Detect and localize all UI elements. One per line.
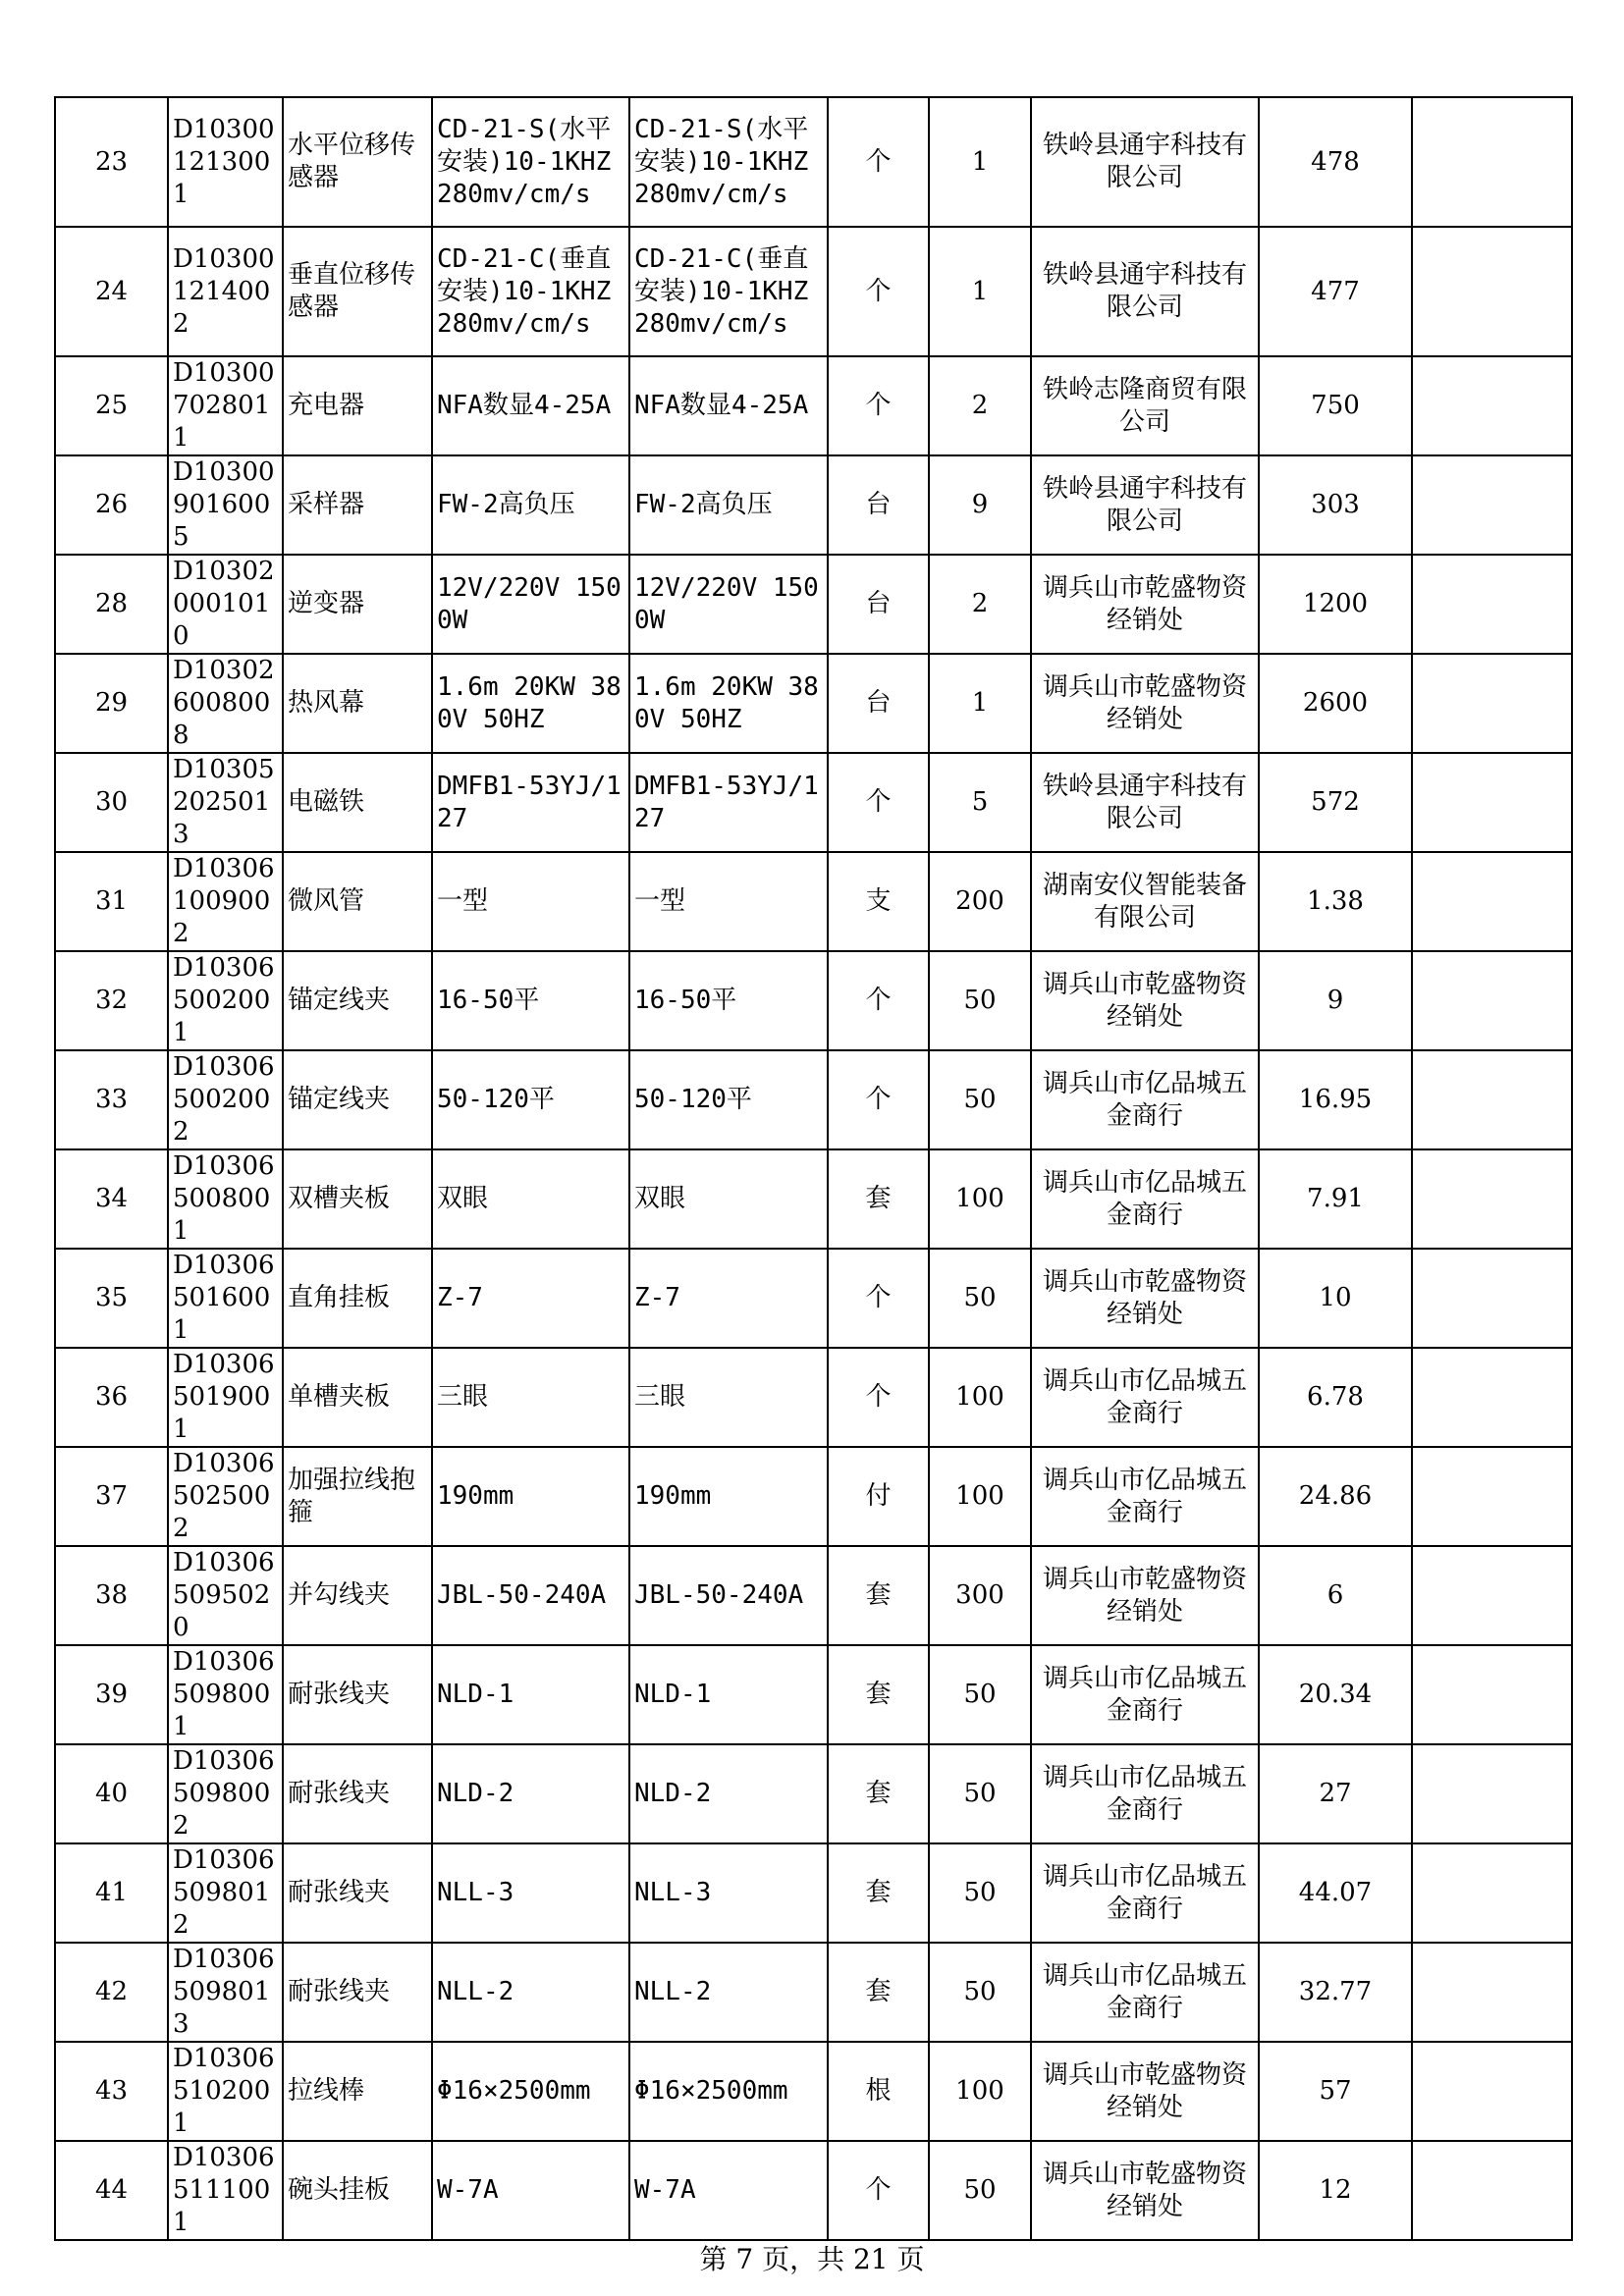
table-row <box>55 227 1572 356</box>
table-row <box>55 1645 1572 1744</box>
table-row <box>55 1744 1572 1843</box>
quantity-cell: 1 <box>929 227 1031 356</box>
table-row <box>55 1348 1572 1447</box>
table-row <box>55 2042 1572 2141</box>
supplier-cell: 调兵山市乾盛物资经销处 <box>1031 1249 1259 1348</box>
unit-cell: 根 <box>828 2042 929 2141</box>
model-cell: 1.6m 20KW 380V 50HZ <box>629 654 828 753</box>
supplier-cell: 调兵山市乾盛物资经销处 <box>1031 1546 1259 1645</box>
table-row <box>55 654 1572 753</box>
remark-cell <box>1412 1249 1572 1348</box>
model-cell: NLL-2 <box>629 1943 828 2042</box>
quantity-cell: 50 <box>929 1943 1031 2042</box>
table-row <box>55 1943 1572 2042</box>
material-name-cell: 电磁铁 <box>283 753 432 852</box>
quantity-cell: 50 <box>929 951 1031 1050</box>
model-cell: CD-21-S(水平安装)10-1KHZ280mv/cm/s <box>629 97 828 227</box>
table-row <box>55 951 1572 1050</box>
table-row <box>55 1249 1572 1348</box>
material-code-cell: D103065111001 <box>168 2141 283 2240</box>
quantity-cell: 1 <box>929 97 1031 227</box>
table-row <box>55 1050 1572 1149</box>
specification-cell: FW-2高负压 <box>432 455 629 555</box>
remark-cell <box>1412 1050 1572 1149</box>
material-code-cell: D103065102001 <box>168 2042 283 2141</box>
materials-table <box>54 96 1573 2241</box>
specification-cell: JBL-50-240A <box>432 1546 629 1645</box>
model-cell: NLD-2 <box>629 1744 828 1843</box>
specification-cell: NLL-2 <box>432 1943 629 2042</box>
remark-cell <box>1412 1645 1572 1744</box>
supplier-cell: 调兵山市亿品城五金商行 <box>1031 1447 1259 1546</box>
quantity-cell: 9 <box>929 455 1031 555</box>
material-code-cell: D103009016005 <box>168 455 283 555</box>
specification-cell: W-7A <box>432 2141 629 2240</box>
unit-price-cell: 478 <box>1259 97 1412 227</box>
model-cell: NLL-3 <box>629 1843 828 1943</box>
unit-cell: 台 <box>828 654 929 753</box>
row-number-cell: 32 <box>55 951 168 1050</box>
table-row <box>55 753 1572 852</box>
material-code-cell: D103065002002 <box>168 1050 283 1149</box>
model-cell: Z-7 <box>629 1249 828 1348</box>
unit-price-cell: 6 <box>1259 1546 1412 1645</box>
supplier-cell: 调兵山市乾盛物资经销处 <box>1031 951 1259 1050</box>
specification-cell: 50-120平 <box>432 1050 629 1149</box>
supplier-cell: 调兵山市乾盛物资经销处 <box>1031 2141 1259 2240</box>
quantity-cell: 100 <box>929 1149 1031 1249</box>
model-cell: W-7A <box>629 2141 828 2240</box>
unit-cell: 个 <box>828 97 929 227</box>
specification-cell: 一型 <box>432 852 629 951</box>
row-number-cell: 43 <box>55 2042 168 2141</box>
table-row <box>55 555 1572 654</box>
supplier-cell: 调兵山市亿品城五金商行 <box>1031 1050 1259 1149</box>
row-number-cell: 34 <box>55 1149 168 1249</box>
material-code-cell: D103065025002 <box>168 1447 283 1546</box>
remark-cell <box>1412 2141 1572 2240</box>
unit-cell: 个 <box>828 356 929 455</box>
unit-price-cell: 7.91 <box>1259 1149 1412 1249</box>
model-cell: Φ16×2500mm <box>629 2042 828 2141</box>
page-footer: 第 7 页，共 21 页 <box>699 2243 925 2275</box>
quantity-cell: 50 <box>929 1744 1031 1843</box>
quantity-cell: 200 <box>929 852 1031 951</box>
supplier-cell: 调兵山市亿品城五金商行 <box>1031 1348 1259 1447</box>
unit-price-cell: 32.77 <box>1259 1943 1412 2042</box>
specification-cell: NLD-1 <box>432 1645 629 1744</box>
material-name-cell: 加强拉线抱箍 <box>283 1447 432 1546</box>
table-row <box>55 852 1572 951</box>
unit-cell: 个 <box>828 1249 929 1348</box>
material-name-cell: 耐张线夹 <box>283 1843 432 1943</box>
material-name-cell: 并勾线夹 <box>283 1546 432 1645</box>
row-number-cell: 38 <box>55 1546 168 1645</box>
unit-price-cell: 1200 <box>1259 555 1412 654</box>
supplier-cell: 铁岭县通宇科技有限公司 <box>1031 227 1259 356</box>
supplier-cell: 铁岭县通宇科技有限公司 <box>1031 455 1259 555</box>
supplier-cell: 湖南安仪智能装备有限公司 <box>1031 852 1259 951</box>
material-code-cell: D103065098002 <box>168 1744 283 1843</box>
quantity-cell: 50 <box>929 1645 1031 1744</box>
specification-cell: NLL-3 <box>432 1843 629 1943</box>
supplier-cell: 调兵山市亿品城五金商行 <box>1031 1149 1259 1249</box>
table-row <box>55 1447 1572 1546</box>
supplier-cell: 调兵山市亿品城五金商行 <box>1031 1744 1259 1843</box>
material-name-cell: 充电器 <box>283 356 432 455</box>
material-name-cell: 拉线棒 <box>283 2042 432 2141</box>
unit-price-cell: 2600 <box>1259 654 1412 753</box>
material-name-cell: 耐张线夹 <box>283 1645 432 1744</box>
specification-cell: NLD-2 <box>432 1744 629 1843</box>
quantity-cell: 100 <box>929 1447 1031 1546</box>
quantity-cell: 100 <box>929 2042 1031 2141</box>
row-number-cell: 33 <box>55 1050 168 1149</box>
row-number-cell: 31 <box>55 852 168 951</box>
unit-cell: 台 <box>828 555 929 654</box>
unit-price-cell: 44.07 <box>1259 1843 1412 1943</box>
table-row <box>55 2141 1572 2240</box>
unit-price-cell: 20.34 <box>1259 1645 1412 1744</box>
material-code-cell: D103065019001 <box>168 1348 283 1447</box>
row-number-cell: 40 <box>55 1744 168 1843</box>
unit-cell: 套 <box>828 1546 929 1645</box>
quantity-cell: 50 <box>929 1050 1031 1149</box>
table-row <box>55 1546 1572 1645</box>
quantity-cell: 50 <box>929 1249 1031 1348</box>
model-cell: FW-2高负压 <box>629 455 828 555</box>
unit-cell: 套 <box>828 1843 929 1943</box>
specification-cell: Φ16×2500mm <box>432 2042 629 2141</box>
unit-cell: 个 <box>828 227 929 356</box>
row-number-cell: 28 <box>55 555 168 654</box>
material-code-cell: D103065098001 <box>168 1645 283 1744</box>
remark-cell <box>1412 455 1572 555</box>
material-name-cell: 采样器 <box>283 455 432 555</box>
model-cell: DMFB1-53YJ/127 <box>629 753 828 852</box>
table-row <box>55 1843 1572 1943</box>
material-code-cell: D103065016001 <box>168 1249 283 1348</box>
table-row <box>55 356 1572 455</box>
row-number-cell: 30 <box>55 753 168 852</box>
material-name-cell: 热风幕 <box>283 654 432 753</box>
material-name-cell: 直角挂板 <box>283 1249 432 1348</box>
row-number-cell: 41 <box>55 1843 168 1943</box>
unit-price-cell: 303 <box>1259 455 1412 555</box>
remark-cell <box>1412 951 1572 1050</box>
table-body <box>55 97 1572 2240</box>
quantity-cell: 100 <box>929 1348 1031 1447</box>
unit-cell: 支 <box>828 852 929 951</box>
unit-cell: 个 <box>828 1348 929 1447</box>
model-cell: NLD-1 <box>629 1645 828 1744</box>
specification-cell: CD-21-S(水平安装)10-1KHZ280mv/cm/s <box>432 97 629 227</box>
quantity-cell: 2 <box>929 555 1031 654</box>
model-cell: 双眼 <box>629 1149 828 1249</box>
remark-cell <box>1412 1943 1572 2042</box>
supplier-cell: 调兵山市亿品城五金商行 <box>1031 1645 1259 1744</box>
remark-cell <box>1412 555 1572 654</box>
material-code-cell: D103065008001 <box>168 1149 283 1249</box>
material-code-cell: D103001214002 <box>168 227 283 356</box>
model-cell: 一型 <box>629 852 828 951</box>
model-cell: 16-50平 <box>629 951 828 1050</box>
unit-price-cell: 16.95 <box>1259 1050 1412 1149</box>
specification-cell: DMFB1-53YJ/127 <box>432 753 629 852</box>
material-code-cell: D103065098013 <box>168 1943 283 2042</box>
row-number-cell: 36 <box>55 1348 168 1447</box>
unit-cell: 套 <box>828 1645 929 1744</box>
specification-cell: 12V/220V 1500W <box>432 555 629 654</box>
supplier-cell: 调兵山市乾盛物资经销处 <box>1031 555 1259 654</box>
supplier-cell: 铁岭县通宇科技有限公司 <box>1031 753 1259 852</box>
material-name-cell: 垂直位移传感器 <box>283 227 432 356</box>
remark-cell <box>1412 1546 1572 1645</box>
specification-cell: Z-7 <box>432 1249 629 1348</box>
row-number-cell: 23 <box>55 97 168 227</box>
remark-cell <box>1412 852 1572 951</box>
specification-cell: 190mm <box>432 1447 629 1546</box>
row-number-cell: 42 <box>55 1943 168 2042</box>
material-code-cell: D103007028011 <box>168 356 283 455</box>
unit-price-cell: 9 <box>1259 951 1412 1050</box>
model-cell: 三眼 <box>629 1348 828 1447</box>
row-number-cell: 24 <box>55 227 168 356</box>
supplier-cell: 调兵山市亿品城五金商行 <box>1031 1843 1259 1943</box>
material-code-cell: D103065002001 <box>168 951 283 1050</box>
unit-price-cell: 10 <box>1259 1249 1412 1348</box>
remark-cell <box>1412 1744 1572 1843</box>
quantity-cell: 1 <box>929 654 1031 753</box>
unit-cell: 个 <box>828 1050 929 1149</box>
specification-cell: CD-21-C(垂直安装)10-1KHZ280mv/cm/s <box>432 227 629 356</box>
unit-cell: 个 <box>828 951 929 1050</box>
model-cell: 190mm <box>629 1447 828 1546</box>
specification-cell: 1.6m 20KW 380V 50HZ <box>432 654 629 753</box>
unit-price-cell: 572 <box>1259 753 1412 852</box>
model-cell: 50-120平 <box>629 1050 828 1149</box>
model-cell: 12V/220V 1500W <box>629 555 828 654</box>
supplier-cell: 调兵山市乾盛物资经销处 <box>1031 2042 1259 2141</box>
material-name-cell: 碗头挂板 <box>283 2141 432 2240</box>
material-code-cell: D103052025013 <box>168 753 283 852</box>
unit-cell: 套 <box>828 1149 929 1249</box>
unit-price-cell: 477 <box>1259 227 1412 356</box>
specification-cell: 三眼 <box>432 1348 629 1447</box>
material-code-cell: D103001213001 <box>168 97 283 227</box>
remark-cell <box>1412 356 1572 455</box>
remark-cell <box>1412 753 1572 852</box>
supplier-cell: 铁岭志隆商贸有限公司 <box>1031 356 1259 455</box>
material-code-cell: D103020001010 <box>168 555 283 654</box>
material-code-cell: D103026008008 <box>168 654 283 753</box>
material-name-cell: 水平位移传感器 <box>283 97 432 227</box>
row-number-cell: 37 <box>55 1447 168 1546</box>
unit-cell: 个 <box>828 2141 929 2240</box>
specification-cell: 双眼 <box>432 1149 629 1249</box>
material-code-cell: D103061009002 <box>168 852 283 951</box>
remark-cell <box>1412 1348 1572 1447</box>
remark-cell <box>1412 1843 1572 1943</box>
quantity-cell: 300 <box>929 1546 1031 1645</box>
table-row <box>55 97 1572 227</box>
remark-cell <box>1412 654 1572 753</box>
row-number-cell: 39 <box>55 1645 168 1744</box>
unit-price-cell: 750 <box>1259 356 1412 455</box>
quantity-cell: 50 <box>929 2141 1031 2240</box>
material-name-cell: 微风管 <box>283 852 432 951</box>
unit-price-cell: 12 <box>1259 2141 1412 2240</box>
quantity-cell: 50 <box>929 1843 1031 1943</box>
unit-price-cell: 57 <box>1259 2042 1412 2141</box>
model-cell: NFA数显4-25A <box>629 356 828 455</box>
row-number-cell: 35 <box>55 1249 168 1348</box>
unit-cell: 套 <box>828 1943 929 2042</box>
unit-price-cell: 6.78 <box>1259 1348 1412 1447</box>
material-name-cell: 耐张线夹 <box>283 1943 432 2042</box>
model-cell: CD-21-C(垂直安装)10-1KHZ280mv/cm/s <box>629 227 828 356</box>
remark-cell <box>1412 1447 1572 1546</box>
unit-cell: 个 <box>828 753 929 852</box>
material-name-cell: 逆变器 <box>283 555 432 654</box>
supplier-cell: 铁岭县通宇科技有限公司 <box>1031 97 1259 227</box>
quantity-cell: 2 <box>929 356 1031 455</box>
table-row <box>55 1149 1572 1249</box>
table-row <box>55 455 1572 555</box>
row-number-cell: 29 <box>55 654 168 753</box>
remark-cell <box>1412 2042 1572 2141</box>
model-cell: JBL-50-240A <box>629 1546 828 1645</box>
unit-price-cell: 27 <box>1259 1744 1412 1843</box>
specification-cell: NFA数显4-25A <box>432 356 629 455</box>
material-code-cell: D103065095020 <box>168 1546 283 1645</box>
material-name-cell: 双槽夹板 <box>283 1149 432 1249</box>
unit-price-cell: 1.38 <box>1259 852 1412 951</box>
quantity-cell: 5 <box>929 753 1031 852</box>
unit-cell: 付 <box>828 1447 929 1546</box>
unit-cell: 台 <box>828 455 929 555</box>
remark-cell <box>1412 1149 1572 1249</box>
material-name-cell: 锚定线夹 <box>283 1050 432 1149</box>
remark-cell <box>1412 97 1572 227</box>
remark-cell <box>1412 227 1572 356</box>
material-name-cell: 锚定线夹 <box>283 951 432 1050</box>
unit-cell: 套 <box>828 1744 929 1843</box>
supplier-cell: 调兵山市乾盛物资经销处 <box>1031 654 1259 753</box>
row-number-cell: 26 <box>55 455 168 555</box>
material-code-cell: D103065098012 <box>168 1843 283 1943</box>
row-number-cell: 44 <box>55 2141 168 2240</box>
supplier-cell: 调兵山市亿品城五金商行 <box>1031 1943 1259 2042</box>
specification-cell: 16-50平 <box>432 951 629 1050</box>
material-name-cell: 单槽夹板 <box>283 1348 432 1447</box>
row-number-cell: 25 <box>55 356 168 455</box>
unit-price-cell: 24.86 <box>1259 1447 1412 1546</box>
material-name-cell: 耐张线夹 <box>283 1744 432 1843</box>
